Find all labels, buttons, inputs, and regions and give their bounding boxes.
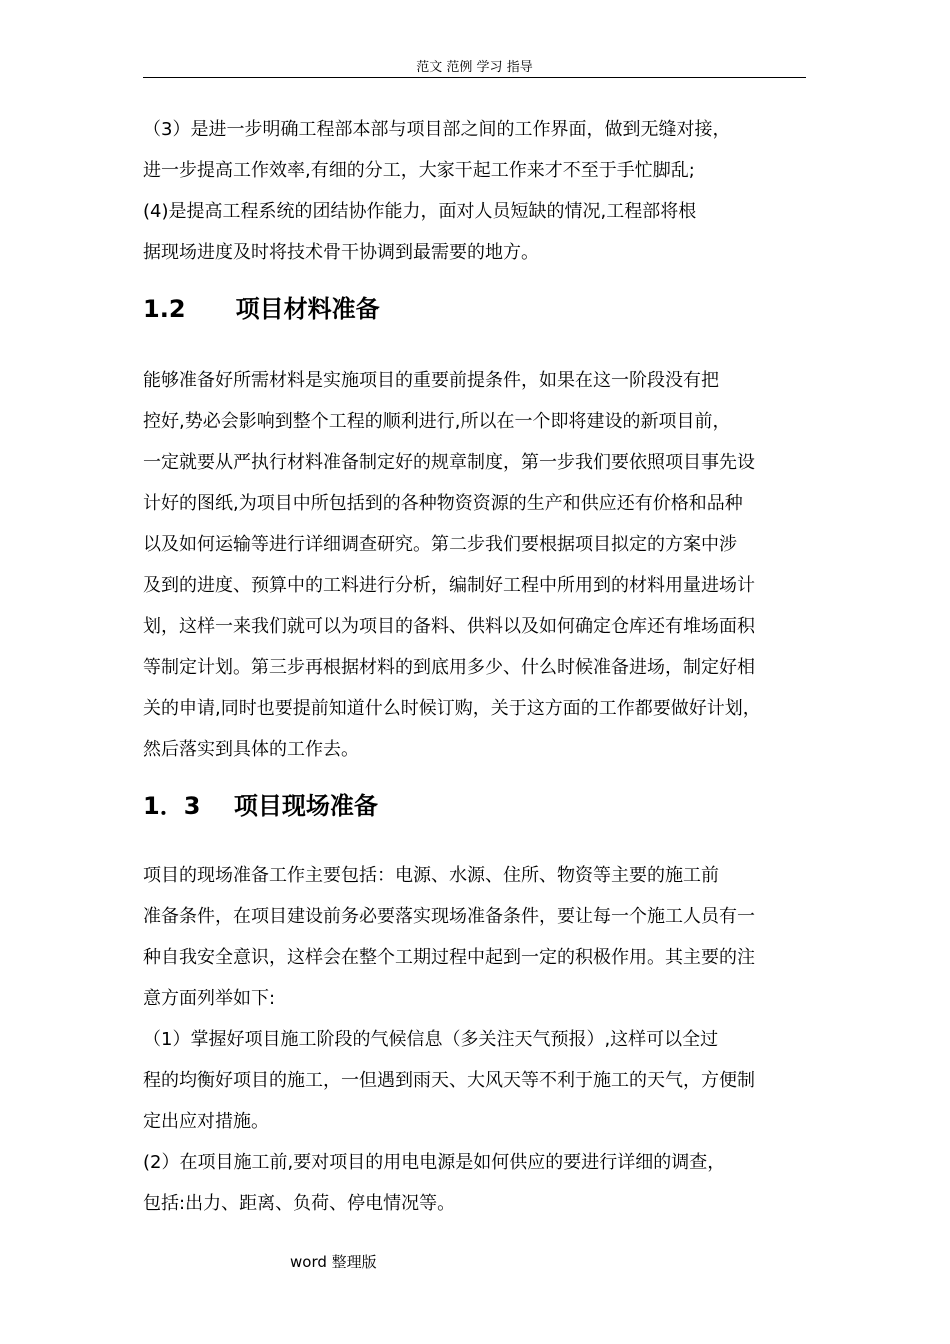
text-line: 准备条件，在项目建设前务必要落实现场准备条件，要让每一个施工人员有一 — [143, 906, 755, 927]
paragraph-site-preparation — [143, 855, 808, 1224]
paragraph-point-3 — [143, 109, 808, 191]
paragraph-material-preparation — [143, 360, 808, 770]
document-body — [143, 109, 808, 1224]
text-line: 程的均衡好项目的施工，一但遇到雨天、大风天等不利于施工的天气，方便制 — [143, 1070, 755, 1091]
text-line: 意方面列举如下: — [143, 988, 276, 1009]
text-line: 进一步提高工作效率,有细的分工，大家干起工作来才不至于手忙脚乱; — [143, 160, 695, 181]
page-footer — [290, 1252, 377, 1272]
text-line: 据现场进度及时将技术骨干协调到最需要的地方。 — [143, 242, 539, 263]
text-line: 划，这样一来我们就可以为项目的备料、供料以及如何确定仓库还有堆场面积 — [143, 616, 755, 637]
section-heading-1-3: 1．3 项目现场准备 — [143, 792, 378, 820]
text-line: (4)是提高工程系统的团结协作能力，面对人员短缺的情况,工程部将根 — [143, 201, 697, 222]
text-line: 及到的进度、预算中的工料进行分析，编制好工程中所用到的材料用量进场计 — [143, 575, 755, 596]
text-line: 等制定计划。第三步再根据材料的到底用多少、什么时候准备进场，制定好相 — [143, 657, 755, 678]
section-spacer — [143, 343, 808, 360]
section-spacer — [143, 840, 808, 855]
text-line: （3）是进一步明确工程部本部与项目部之间的工作界面，做到无缝对接， — [143, 119, 731, 140]
text-line: 控好,势必会影响到整个工程的顺利进行,所以在一个即将建设的新项目前， — [143, 411, 731, 432]
text-line: 然后落实到具体的工作去。 — [143, 739, 359, 760]
footer-text: word 整理版 — [290, 1253, 377, 1271]
text-line: （1）掌握好项目施工阶段的气候信息（多关注天气预报）,这样可以全过 — [143, 1029, 719, 1050]
text-line: 计好的图纸,为项目中所包括到的各种物资资源的生产和供应还有价格和品种 — [143, 493, 743, 514]
text-line: (2）在项目施工前,要对项目的用电电源是如何供应的要进行详细的调查， — [143, 1152, 726, 1173]
text-line: 一定就要从严执行材料准备制定好的规章制度，第一步我们要依照项目事先设 — [143, 452, 755, 473]
header-text: 范文 范例 学习 指导 — [416, 60, 533, 75]
text-line: 项目的现场准备工作主要包括：电源、水源、住所、物资等主要的施工前 — [143, 865, 719, 886]
text-line: 关的申请,同时也要提前知道什么时候订购，关于这方面的工作都要做好计划， — [143, 698, 761, 719]
section-heading-1-2: 1.2 项目材料准备 — [143, 295, 380, 323]
paragraph-point-4 — [143, 191, 808, 273]
text-line: 种自我安全意识，这样会在整个工期过程中起到一定的积极作用。其主要的注 — [143, 947, 755, 968]
page-header — [143, 58, 806, 78]
text-line: 包括:出力、距离、负荷、停电情况等。 — [143, 1193, 456, 1214]
text-line: 定出应对措施。 — [143, 1111, 269, 1132]
text-line: 以及如何运输等进行详细调查研究。第二步我们要根据项目拟定的方案中涉 — [143, 534, 737, 555]
text-line: 能够准备好所需材料是实施项目的重要前提条件，如果在这一阶段没有把 — [143, 370, 719, 391]
